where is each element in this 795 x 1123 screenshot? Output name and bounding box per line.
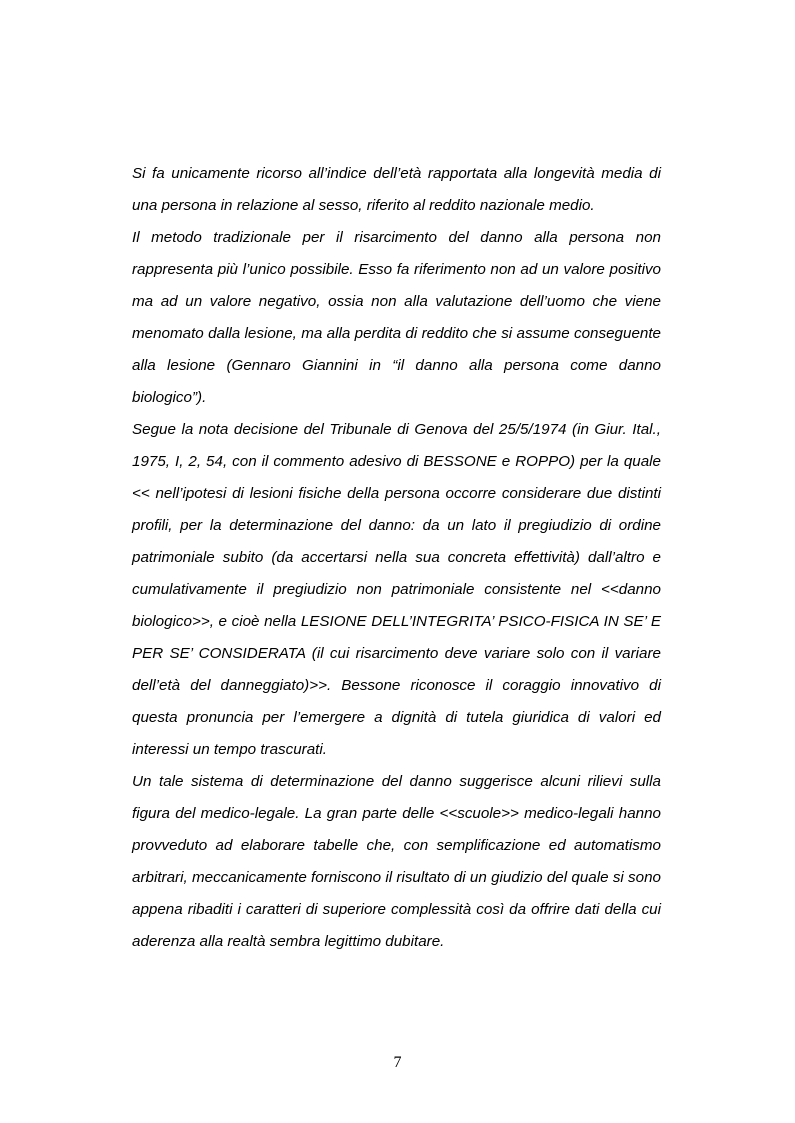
body-text [132,158,661,958]
paragraph-age-index: Si fa unicamente ricorso all’indice dell’età rapportata alla longevità media di una persona in relazione al sesso, riferito al reddito nazionale medio. [132,165,661,214]
paragraph-medico-legal: Un tale sistema di determinazione del danno suggerisce alcuni rilievi sulla figura del medico-legale. La gran parte delle <<scuole>> medico-legali hanno provveduto ad elaborare tabelle che, con semplificazione ed automatismo arbitrari, meccanicamente forniscono il risultato di un giudizio del quale si sono appena ribaditi i caratteri di superiore complessità così da offrire dati della cui aderenza alla realtà sembra legittimo dubitare. [132,773,661,950]
page-number: 7 [393,1054,402,1071]
paragraph-traditional-method: Il metodo tradizionale per il risarcimento del danno alla persona non rappresenta più l’unico possibile. Esso fa riferimento non ad un valore positivo ma ad un valore negativo, ossia non alla valutazione dell’uomo che viene menomato dalla lesione, ma alla perdita di reddito che si assume conseguente alla lesione (Gennaro Giannini in “il danno alla persona come danno biologico”). [132,229,661,406]
paragraph-genova-decision: Segue la nota decisione del Tribunale di Genova del 25/5/1974 (in Giur. Ital., 1975, I, 2, 54, con il commento adesivo di BESSONE e ROPPO) per la quale << nell’ipotesi di lesioni fisiche della persona occorre considerare due distinti profili, per la determinazione del danno: da un lato il pregiudizio di ordine patrimoniale subito (da accertarsi nella sua concreta effettività) dall’altro e cumulativamente il pregiudizio non patrimoniale consistente nel <<danno biologico>>, e cioè nella LESIONE DELL’INTEGRITA’ PSICO-FISICA IN SE’ E PER SE’ CONSIDERATA (il cui risarcimento deve variare solo con il variare dell’età del danneggiato)>>. Bessone riconosce il coraggio innovativo di questa pronuncia per l’emergere a dignità di tutela giuridica di valori ed interessi un tempo trascurati. [132,421,661,758]
